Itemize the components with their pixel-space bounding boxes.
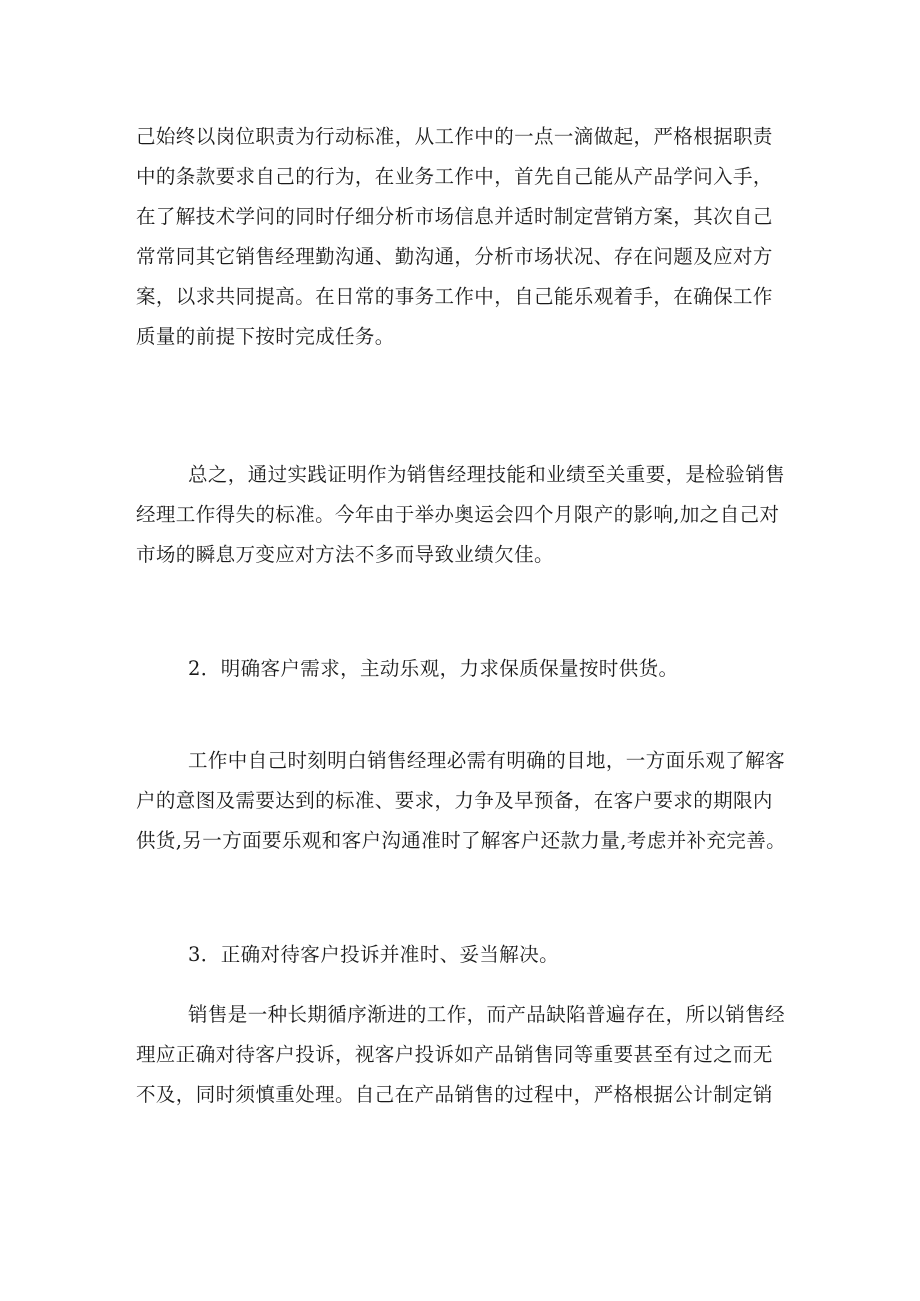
- paragraph-line: 总之，通过实践证明作为销售经理技能和业绩至关重要，是检验销售: [188, 463, 786, 486]
- paragraph-line: 工作中自己时刻明白销售经理必需有明确的目地，一方面乐观了解客: [188, 749, 786, 772]
- paragraph-line: 理应正确对待客户投诉，视客户投诉如产品销售同等重要甚至有过之而无: [136, 1043, 773, 1066]
- paragraph-line: 常常同其它销售经理勤沟通、勤沟通，分析市场状况、存在问题及应对方: [136, 245, 773, 268]
- paragraph-line: 不及，同时须慎重处理。自己在产品销售的过程中，严格根据公计制定销: [136, 1083, 773, 1106]
- paragraph-line: 户的意图及需要达到的标准、要求，力争及早预备，在客户要求的期限内: [136, 789, 773, 812]
- section-heading-2: 2．明确客户需求，主动乐观，力求保质保量按时供货。: [188, 657, 679, 680]
- paragraph-line: 市场的瞬息万变应对方法不多而导致业绩欠佳。: [136, 543, 554, 566]
- paragraph-line: 销售是一种长期循序渐进的工作，而产品缺陷普遍存在，所以销售经: [188, 1003, 786, 1026]
- paragraph-line: 供货,另一方面要乐观和客户沟通准时了解客户还款力量,考虑并补充完善。: [136, 829, 786, 852]
- section-heading-3: 3．正确对待客户投诉并准时、妥当解决。: [188, 943, 560, 966]
- paragraph-line: 中的条款要求自己的行为，在业务工作中，首先自己能从产品学问入手，: [136, 165, 773, 188]
- paragraph-line: 经理工作得失的标准。今年由于举办奥运会四个月限产的影响,加之自己对: [136, 503, 780, 526]
- paragraph-line: 质量的前提下按时完成任务。: [136, 325, 395, 348]
- paragraph-line: 己始终以岗位职责为行动标准，从工作中的一点一滴做起，严格根据职责: [136, 125, 773, 148]
- paragraph-line: 在了解技术学问的同时仔细分析市场信息并适时制定营销方案，其次自己: [136, 205, 773, 228]
- paragraph-line: 案，以求共同提高。在日常的事务工作中，自己能乐观着手，在确保工作: [136, 285, 773, 308]
